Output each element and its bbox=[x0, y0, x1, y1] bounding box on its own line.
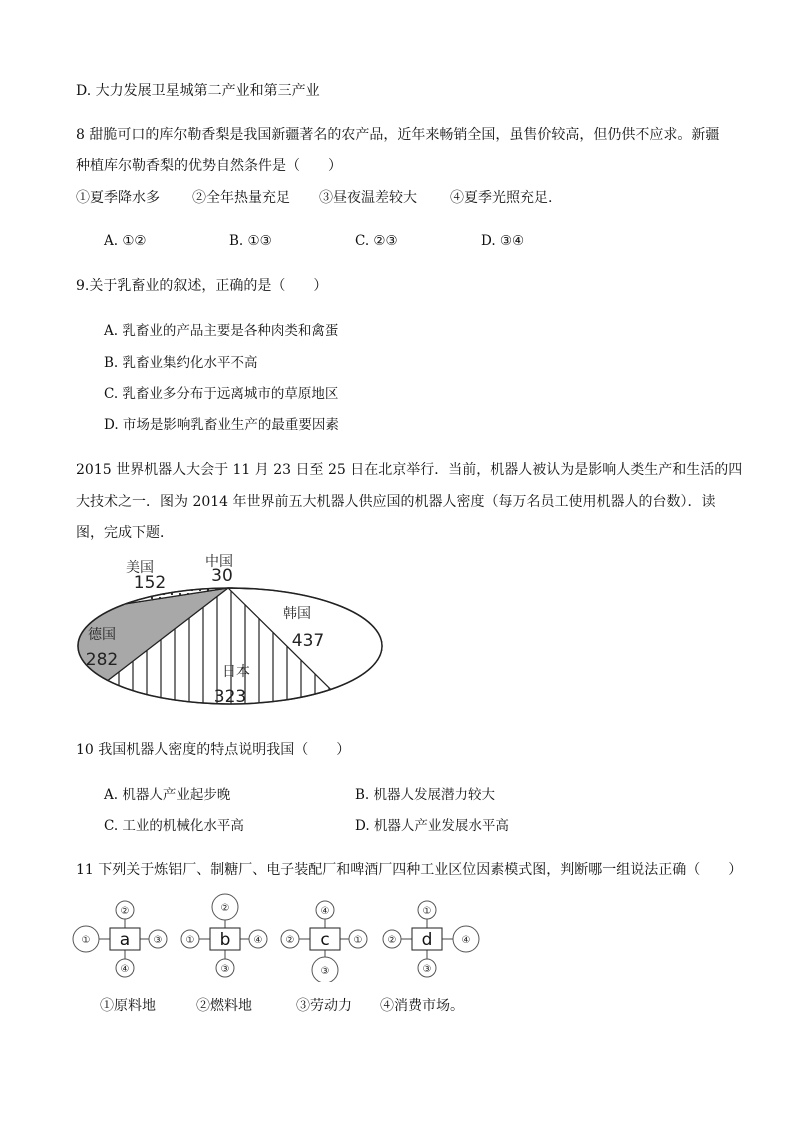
q8-option-d: D. ③④ bbox=[481, 233, 525, 249]
q10-option-b: B. 机器人发展潜力较大 bbox=[355, 787, 496, 803]
factor-bottom-label: ④ bbox=[120, 964, 130, 975]
factor-diagram-b bbox=[181, 894, 267, 977]
q11-legend-2: ②燃料地 bbox=[196, 998, 252, 1014]
factor-diagram-a bbox=[73, 901, 167, 977]
pie-slice-label-1: 韩国 bbox=[283, 606, 311, 622]
factor-top-label: ① bbox=[422, 906, 432, 917]
factor-bottom-label: ③ bbox=[220, 964, 230, 975]
pie-slice-label-2: 日本 bbox=[222, 664, 250, 680]
prev-option-d: D. 大力发展卫星城第二产业和第三产业 bbox=[76, 83, 320, 99]
factor-left-label: ① bbox=[81, 935, 91, 946]
pie-slice-label-3: 德国 bbox=[88, 627, 116, 643]
q8-stem-line1: 8 甜脆可口的库尔勒香梨是我国新疆著名的农产品，近年来畅销全国，虽售价较高，但仍供不应求。新疆 bbox=[76, 127, 720, 143]
q8-option-b: B. ①③ bbox=[229, 233, 272, 249]
q9-option-d: D. 市场是影响乳畜业生产的最重要因素 bbox=[104, 417, 339, 433]
q8-condition-2: ②全年热量充足 bbox=[192, 190, 290, 206]
robot-density-pie-chart bbox=[70, 548, 400, 718]
q9-stem: 9.关于乳畜业的叙述，正确的是（ ） bbox=[76, 278, 328, 294]
factor-left-label: ② bbox=[285, 935, 295, 946]
q11-legend-1: ①原料地 bbox=[100, 998, 156, 1014]
factor-top-label: ④ bbox=[320, 906, 330, 917]
factor-left-label: ① bbox=[185, 935, 195, 946]
factor-diagram-center-label: d bbox=[421, 930, 433, 950]
q9-option-b: B. 乳畜业集约化水平不高 bbox=[104, 355, 258, 371]
passage-line2: 大技术之一．图为 2014 年世界前五大机器人供应国的机器人密度（每万名员工使用机器人的台数）．读 bbox=[76, 494, 716, 510]
q11-legend-3: ③劳动力 bbox=[296, 998, 352, 1014]
factor-right-label: ④ bbox=[461, 935, 471, 946]
factor-right-label: ① bbox=[353, 935, 363, 946]
pie-slice-label-5: 中国 bbox=[205, 554, 233, 570]
q11-stem: 11 下列关于炼铝厂、制糖厂、电子装配厂和啤酒厂四种工业区位因素模式图，判断哪一组说法正确（ ） bbox=[76, 862, 743, 878]
pie-slice-value-4: 152 bbox=[133, 573, 167, 593]
q8-option-c: C. ②③ bbox=[355, 233, 398, 249]
factor-top-label: ② bbox=[120, 906, 130, 917]
industry-location-factor-diagrams bbox=[72, 892, 482, 982]
factor-top-label: ② bbox=[220, 903, 230, 914]
q9-option-a: A. 乳畜业的产品主要是各种肉类和禽蛋 bbox=[104, 323, 339, 339]
q8-condition-3: ③昼夜温差较大 bbox=[319, 190, 417, 206]
factor-diagram-center-label: b bbox=[219, 930, 231, 950]
q8-option-a: A. ①② bbox=[104, 233, 147, 249]
pie-slice-label-4: 美国 bbox=[126, 560, 154, 576]
factor-bottom-label: ③ bbox=[422, 964, 432, 975]
factor-bottom-label: ③ bbox=[320, 966, 330, 977]
q10-option-a: A. 机器人产业起步晚 bbox=[104, 787, 231, 803]
factor-diagram-c bbox=[281, 901, 367, 982]
pie-slice-value-5: 30 bbox=[211, 566, 233, 586]
q8-condition-4: ④夏季光照充足. bbox=[450, 190, 553, 206]
q10-option-c: C. 工业的机械化水平高 bbox=[104, 818, 244, 834]
factor-diagram-center-label: c bbox=[320, 930, 330, 950]
factor-left-label: ② bbox=[387, 935, 397, 946]
factor-right-label: ③ bbox=[153, 935, 163, 946]
q8-condition-1: ①夏季降水多 bbox=[76, 190, 160, 206]
pie-slice-value-3: 282 bbox=[85, 650, 119, 670]
q10-option-d: D. 机器人产业发展水平高 bbox=[355, 818, 509, 834]
factor-diagram-center-label: a bbox=[119, 930, 131, 950]
q8-stem-line2: 种植库尔勒香梨的优势自然条件是（ ） bbox=[76, 158, 342, 174]
passage-line1: 2015 世界机器人大会于 11 月 23 日至 25 日在北京举行．当前，机器人被认为是影响人类生产和生活的四 bbox=[76, 462, 743, 478]
q9-option-c: C. 乳畜业多分布于远离城市的草原地区 bbox=[104, 386, 339, 402]
pie-slice-value-2: 323 bbox=[213, 687, 247, 707]
factor-diagram-d bbox=[383, 901, 479, 977]
passage-line3: 图，完成下题． bbox=[76, 525, 174, 541]
q11-legend-4: ④消费市场。 bbox=[380, 998, 464, 1014]
pie-slice-value-1: 437 bbox=[291, 631, 325, 651]
q10-stem: 10 我国机器人密度的特点说明我国（ ） bbox=[76, 742, 351, 758]
factor-right-label: ④ bbox=[253, 935, 263, 946]
